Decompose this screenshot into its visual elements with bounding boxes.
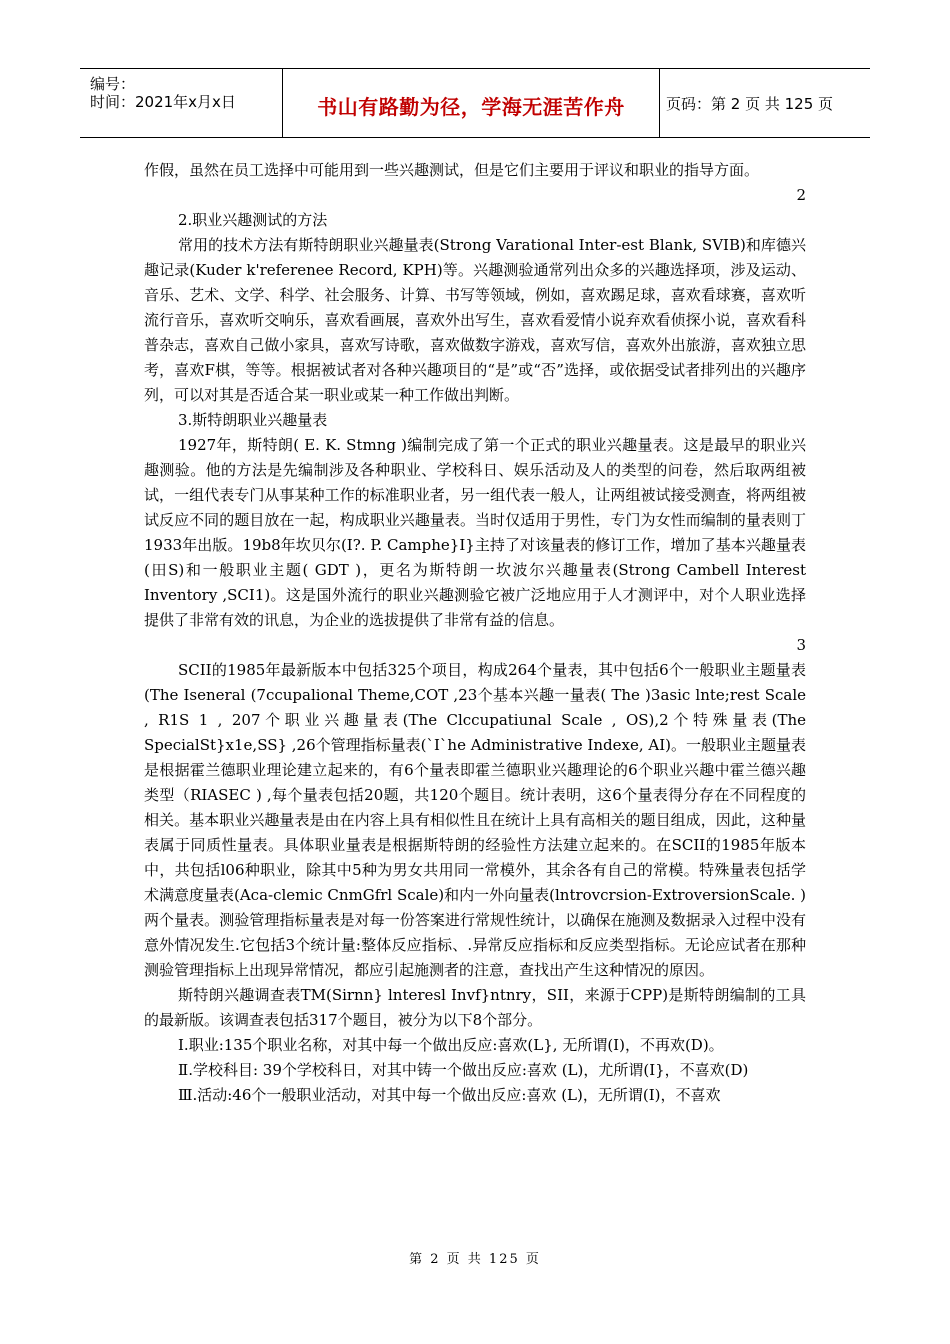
paragraph: 作假，虽然在员工选择中可能用到一些兴趣测试，但是它们主要用于评议和职业的指导方面。 (144, 161, 760, 179)
section-number: 3 (796, 636, 806, 654)
header-motto-cell (283, 69, 660, 137)
paragraph: SCII的1985年最新版本中包括325个项目，构成264个量表，其中包括6个一般职业主题量表(The Iseneral (7ccupalional Theme,COT ,23个基本兴趣一量表( The )3asic lnte;rest Scale , R1S 1 , 207个职业兴趣量表(The Clccupatiunal Scale , OS),2个特殊量表(The SpecialSt}x1e,SS} ,26个管理指标量表(`I`he Administrative Indexe, AI)。一般职业主题量表是根据霍兰德职业理论建立起来的，有6个量表即霍兰德职业兴趣理论的6个职业兴趣中霍兰德兴趣类型（RIASEC ) ,每个量表包括20题，共120个题目。统计表明，这6个量表得分存在不同程度的相关。基本职业兴趣量表是由在内容上具有相似性且在统计上具有高相关的题目组成，因此，这种量表属于同质性量表。具体职业量表是根据斯特朗的经验性方法建立起来的。在SCII的1985年版本中，共包括l06种职业，除其中5种为男女共用同一常模外，其余各有自己的常模。特殊量表包括学术满意度量表(Aca-clemic CnmGfrl Scale)和内一外向量表(lntrovcrsion-ExtroversionScale. )两个量表。测验管理指标量表是对每一份答案进行常规性统计，以确保在施测及数据录入过程中没有意外情况发生.它包括3个统计量:整体反应指标、.异常反应指标和反应类型指标。无论应试者在那种测验管理指标上出现异常情况，都应引起施测者的注意，查找出产生这种情况的原因。 (144, 661, 807, 979)
list-item: Ⅱ.学校科目: 39个学校科日，对其中铸一个做出反应:喜欢 (L)，尤所谓(I}，不喜欢(D) (178, 1061, 749, 1079)
paragraph: 斯特朗兴趣调查表TM(Sirnn} lnteresl Invf}ntnry，SII，来源于CPP)是斯特朗编制的工具的最新版。该调查表包括317个题目，被分为以下8个部分。 (144, 986, 806, 1029)
paragraph: 常用的技术方法有斯特朗职业兴趣量表(Strong Varational Inter-est Blank, SVIB)和库德兴趣记录(Kuder k'referenee Record, KPH)等。兴趣测验通常列出众多的兴趣选择项，涉及运动、音乐、艺术、文学、科学、社会服务、计算、书写等领域，例如，喜欢踢足球，喜欢看球赛，喜欢听流行音乐，喜欢听交响乐，喜欢看画展，喜欢外出写生，喜欢看爱情小说弃欢看侦探小说，喜欢看科普杂志，喜欢自己做小家具，喜欢写诗歌，喜欢做数字游戏，喜欢写信，喜欢外出旅游，喜欢独立思考，喜欢F棋，等等。根据被试者对各种兴趣项目的“是”或“否”选择，或依据受试者排列出的兴趣序列，可以对其是否适合某一职业或某一种工作做出判断。 (144, 236, 806, 404)
page-footer: 第 2 页 共 125 页 (409, 1252, 541, 1267)
page-header (80, 68, 870, 138)
section-number: 2 (796, 186, 806, 204)
header-meta-cell (80, 69, 283, 137)
section-heading: 2.职业兴趣测试的方法 (178, 211, 328, 229)
document-time-label: 时间：2021年x月x日 (90, 93, 236, 111)
paragraph: 1927年，斯特朗( E. K. Stmng )编制完成了第一个正式的职业兴趣量表。这是最早的职业兴趣测验。他的方法是先编制涉及各种职业、学校科日、娱乐活动及人的类型的问卷，然后取两组被试，一组代表专门从事某种工作的标准职业者，另一组代表一般人，让两组被试接受测查，将两组被试反应不同的题目放在一起，构成职业兴趣量表。当时仅适用于男性，专门为女性而编制的量表则丁1933年出版。19b8年坎贝尔(I?. P. Camphe}I}主持了对该量表的修订工作，增加了基本兴趣量表(田S)和一般职业主题( GDT )，更名为斯特朗一坎波尔兴趣量表(Strong Cambell Interest Inventory ,SCI1)。这是国外流行的职业兴趣测验它被广泛地应用于人才测评中，对个人职业选择提供了非常有效的讯息，为企业的选拔提供了非常有益的信息。 (144, 436, 806, 629)
section-heading: 3.斯特朗职业兴趣量表 (178, 411, 328, 429)
list-item: Ⅰ.职业:135个职业名称，对其中每一个做出反应:喜欢(L}, 无所谓(I)，不再欢(D)。 (178, 1036, 724, 1054)
list-item: Ⅲ.活动:46个一般职业活动，对其中每一个做出反应:喜欢 (L)，无所谓(I)，不喜欢 (178, 1086, 721, 1104)
header-motto: 书山有路勤为径，学海无涯苦作舟 (317, 95, 625, 119)
document-number-label: 编号： (90, 75, 136, 93)
header-page-number: 页码：第 2 页 共 125 页 (666, 95, 834, 113)
document-body (144, 158, 806, 1108)
header-page-cell (660, 69, 870, 137)
